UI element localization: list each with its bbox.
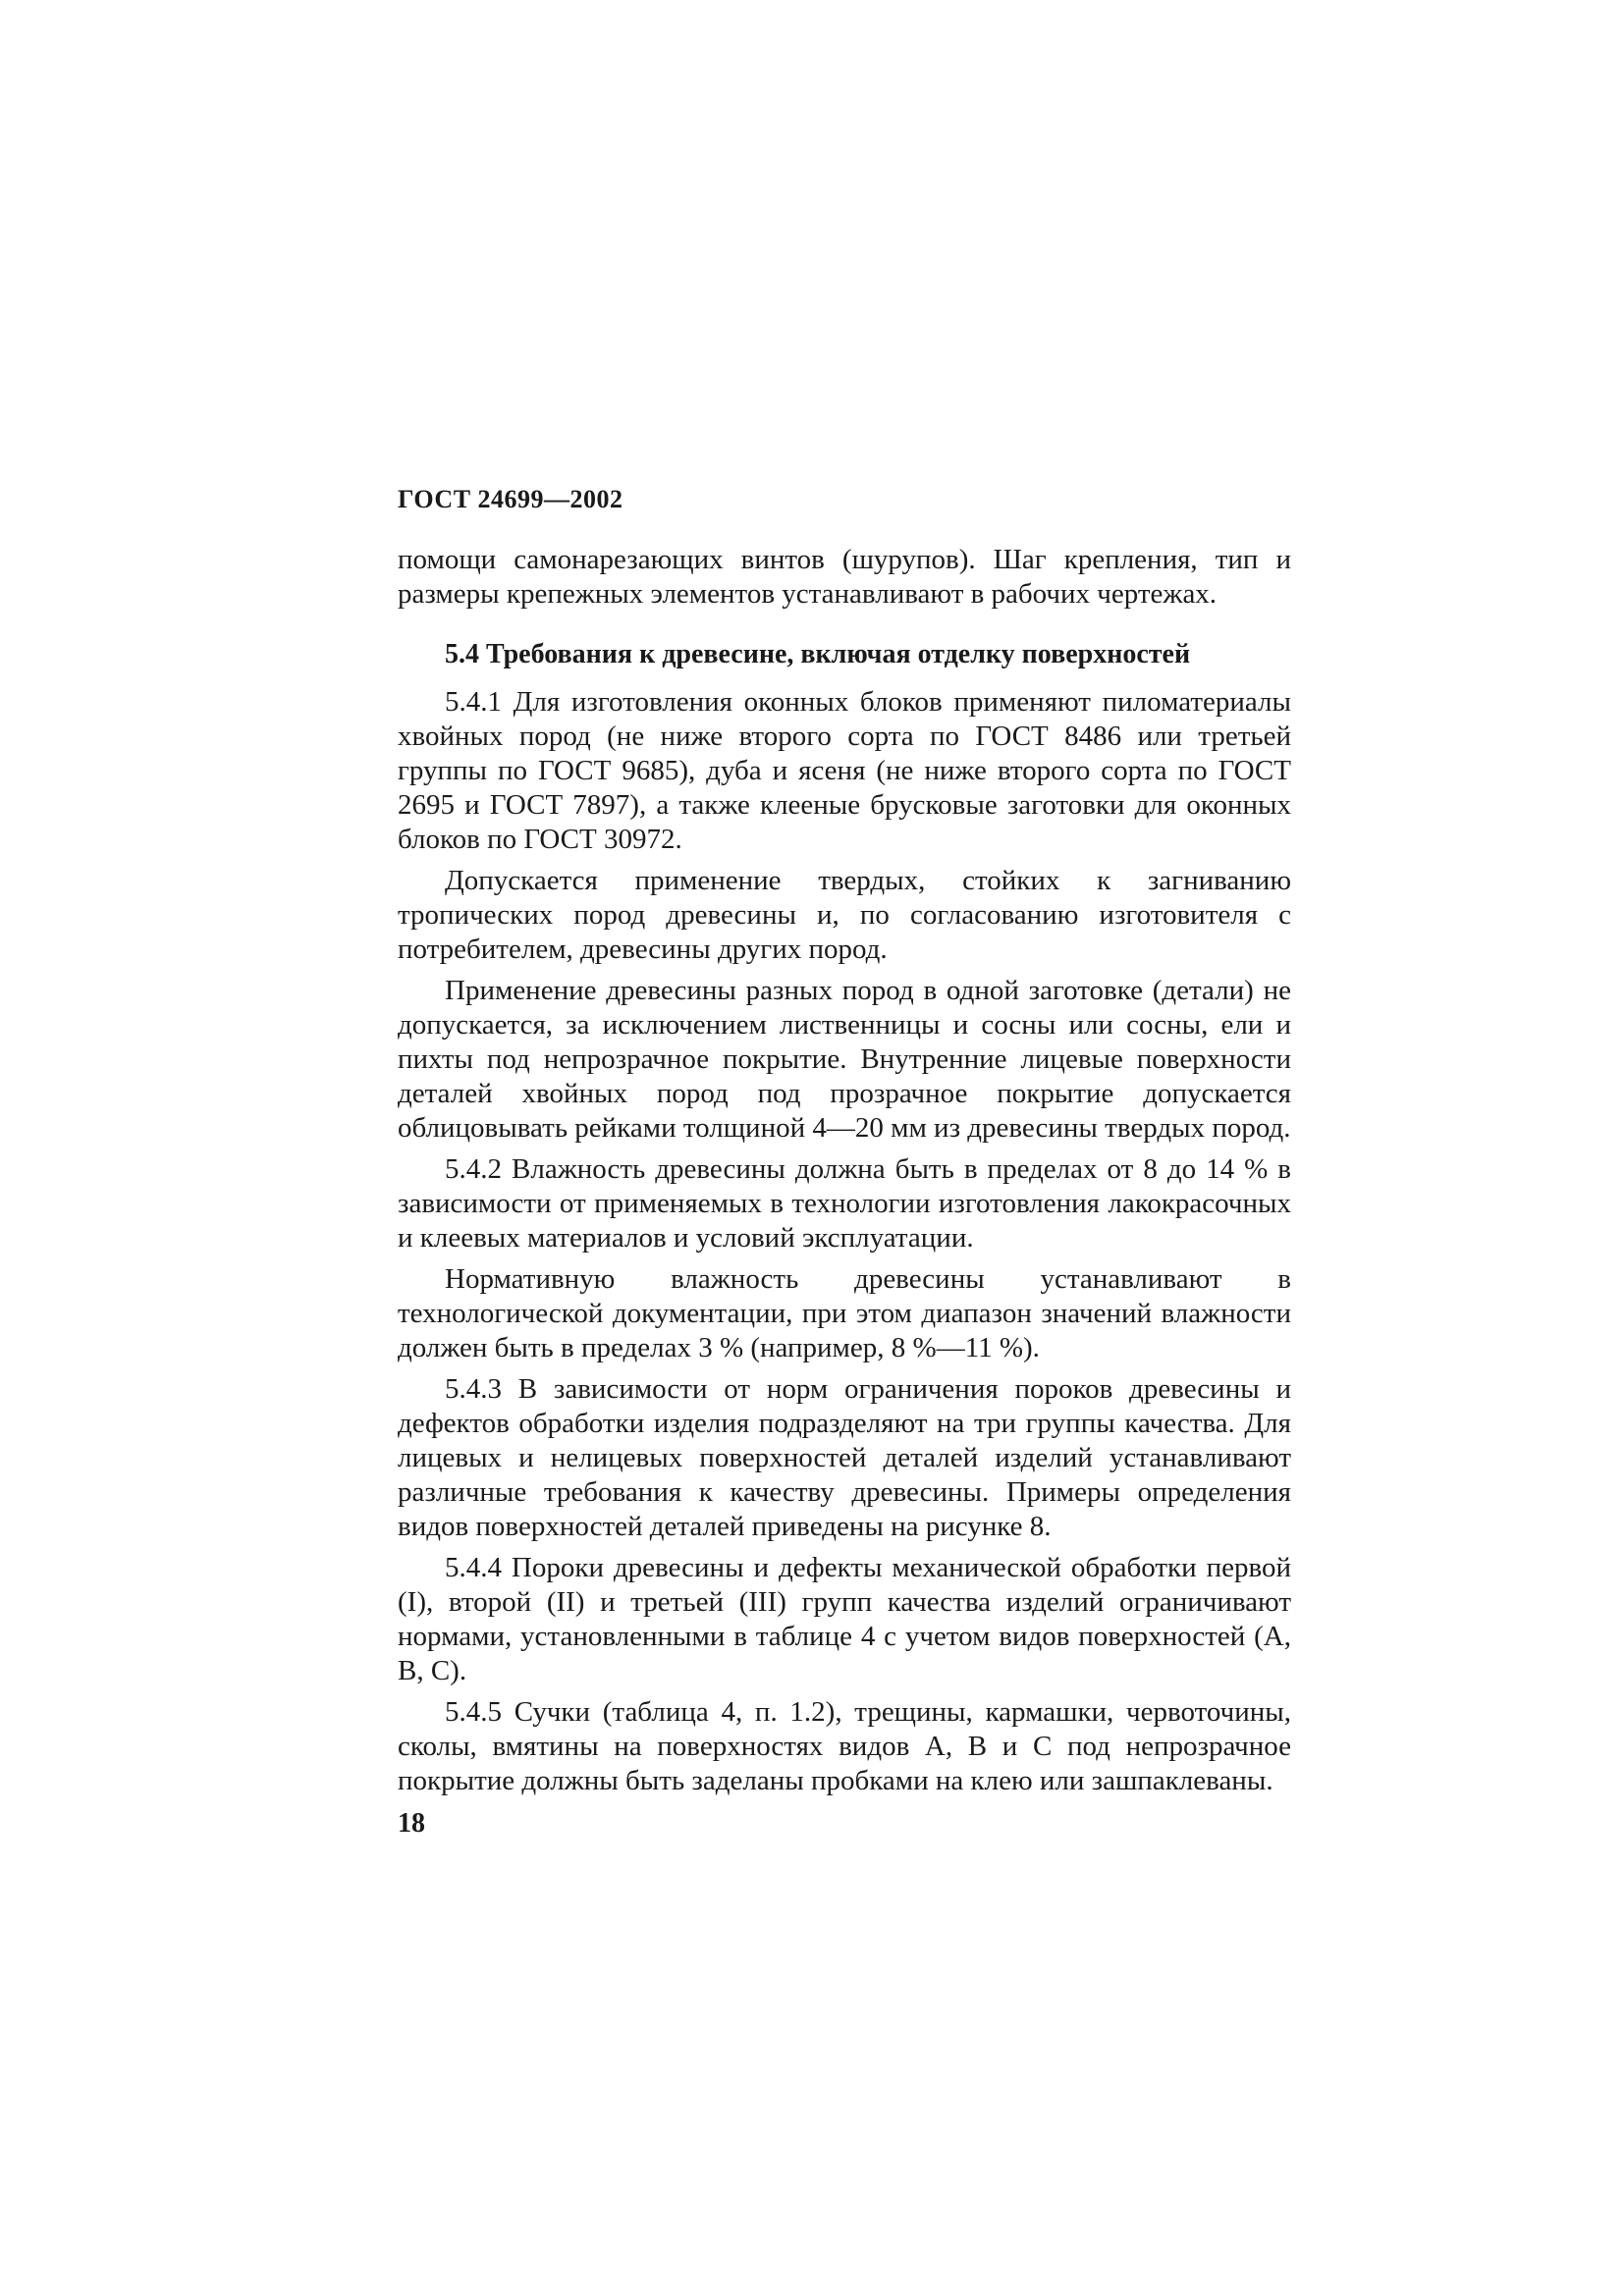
page-number: 18 <box>398 1808 425 1839</box>
paragraph-5-4-4: 5.4.4 Пороки древесины и дефекты механической обработки первой (I), второй (II) и третьей (III) групп качества изделий ограничивают нормами, установленными в таблице 4 с учетом видов поверхностей (А, В, С). <box>398 1552 1291 1686</box>
paragraph-continuation: помощи самонарезающих винтов (шурупов). Шаг крепления, тип и размеры крепежных элементов устанавливают в рабочих чертежах. <box>398 544 1291 610</box>
page-body <box>398 543 1291 1805</box>
paragraph-mixed-species: Применение древесины разных пород в одной заготовке (детали) не допускается, за исключением лиственницы и сосны или сосны, ели и пихты под непрозрачное покрытие. Внутренние лицевые поверхности деталей хвойных пород под прозрачное покрытие допускается облицовывать рейками толщиной 4—20 мм из древесины твердых пород. <box>398 975 1291 1144</box>
paragraph-5-4-2: 5.4.2 Влажность древесины должна быть в пределах от 8 до 14 % в зависимости от применяемых в технологии изготовления лакокрасочных и клеевых материалов и условий эксплуатации. <box>398 1153 1291 1254</box>
paragraph-normative-moisture: Нормативную влажность древесины устанавливают в технологической документации, при этом диапазон значений влажности должен быть в пределах 3 % (например, 8 %—11 %). <box>398 1263 1291 1363</box>
paragraph-5-4-1: 5.4.1 Для изготовления оконных блоков применяют пиломатериалы хвойных пород (не ниже второго сорта по ГОСТ 8486 или третьей группы по ГОСТ 9685), дуба и ясеня (не ниже второго сорта по ГОСТ 2695 и ГОСТ 7897), а также клееные брусковые заготовки для оконных блоков по ГОСТ 30972. <box>398 686 1291 855</box>
paragraph-tropical-species: Допускается применение твердых, стойких к загниванию тропических пород древесины и, по согласованию изготовителя с потребителем, древесины других пород. <box>398 865 1291 965</box>
paragraph-5-4-3: 5.4.3 В зависимости от норм ограничения пороков древесины и дефектов обработки изделия подразделяют на три группы качества. Для лицевых и нелицевых поверхностей деталей изделий устанавливают различные требования к качеству древесины. Примеры определения видов поверхностей деталей приведены на рисунке 8. <box>398 1373 1291 1542</box>
paragraph-5-4-5: 5.4.5 Сучки (таблица 4, п. 1.2), трещины, кармашки, червоточины, сколы, вмятины на поверхностях видов А, В и С под непрозрачное покрытие должны быть заделаны пробками на клею или зашпаклеваны. <box>398 1696 1291 1796</box>
document-header: ГОСТ 24699—2002 <box>398 485 623 513</box>
section-title: 5.4 Требования к древесине, включая отделку поверхностей <box>445 639 1191 669</box>
